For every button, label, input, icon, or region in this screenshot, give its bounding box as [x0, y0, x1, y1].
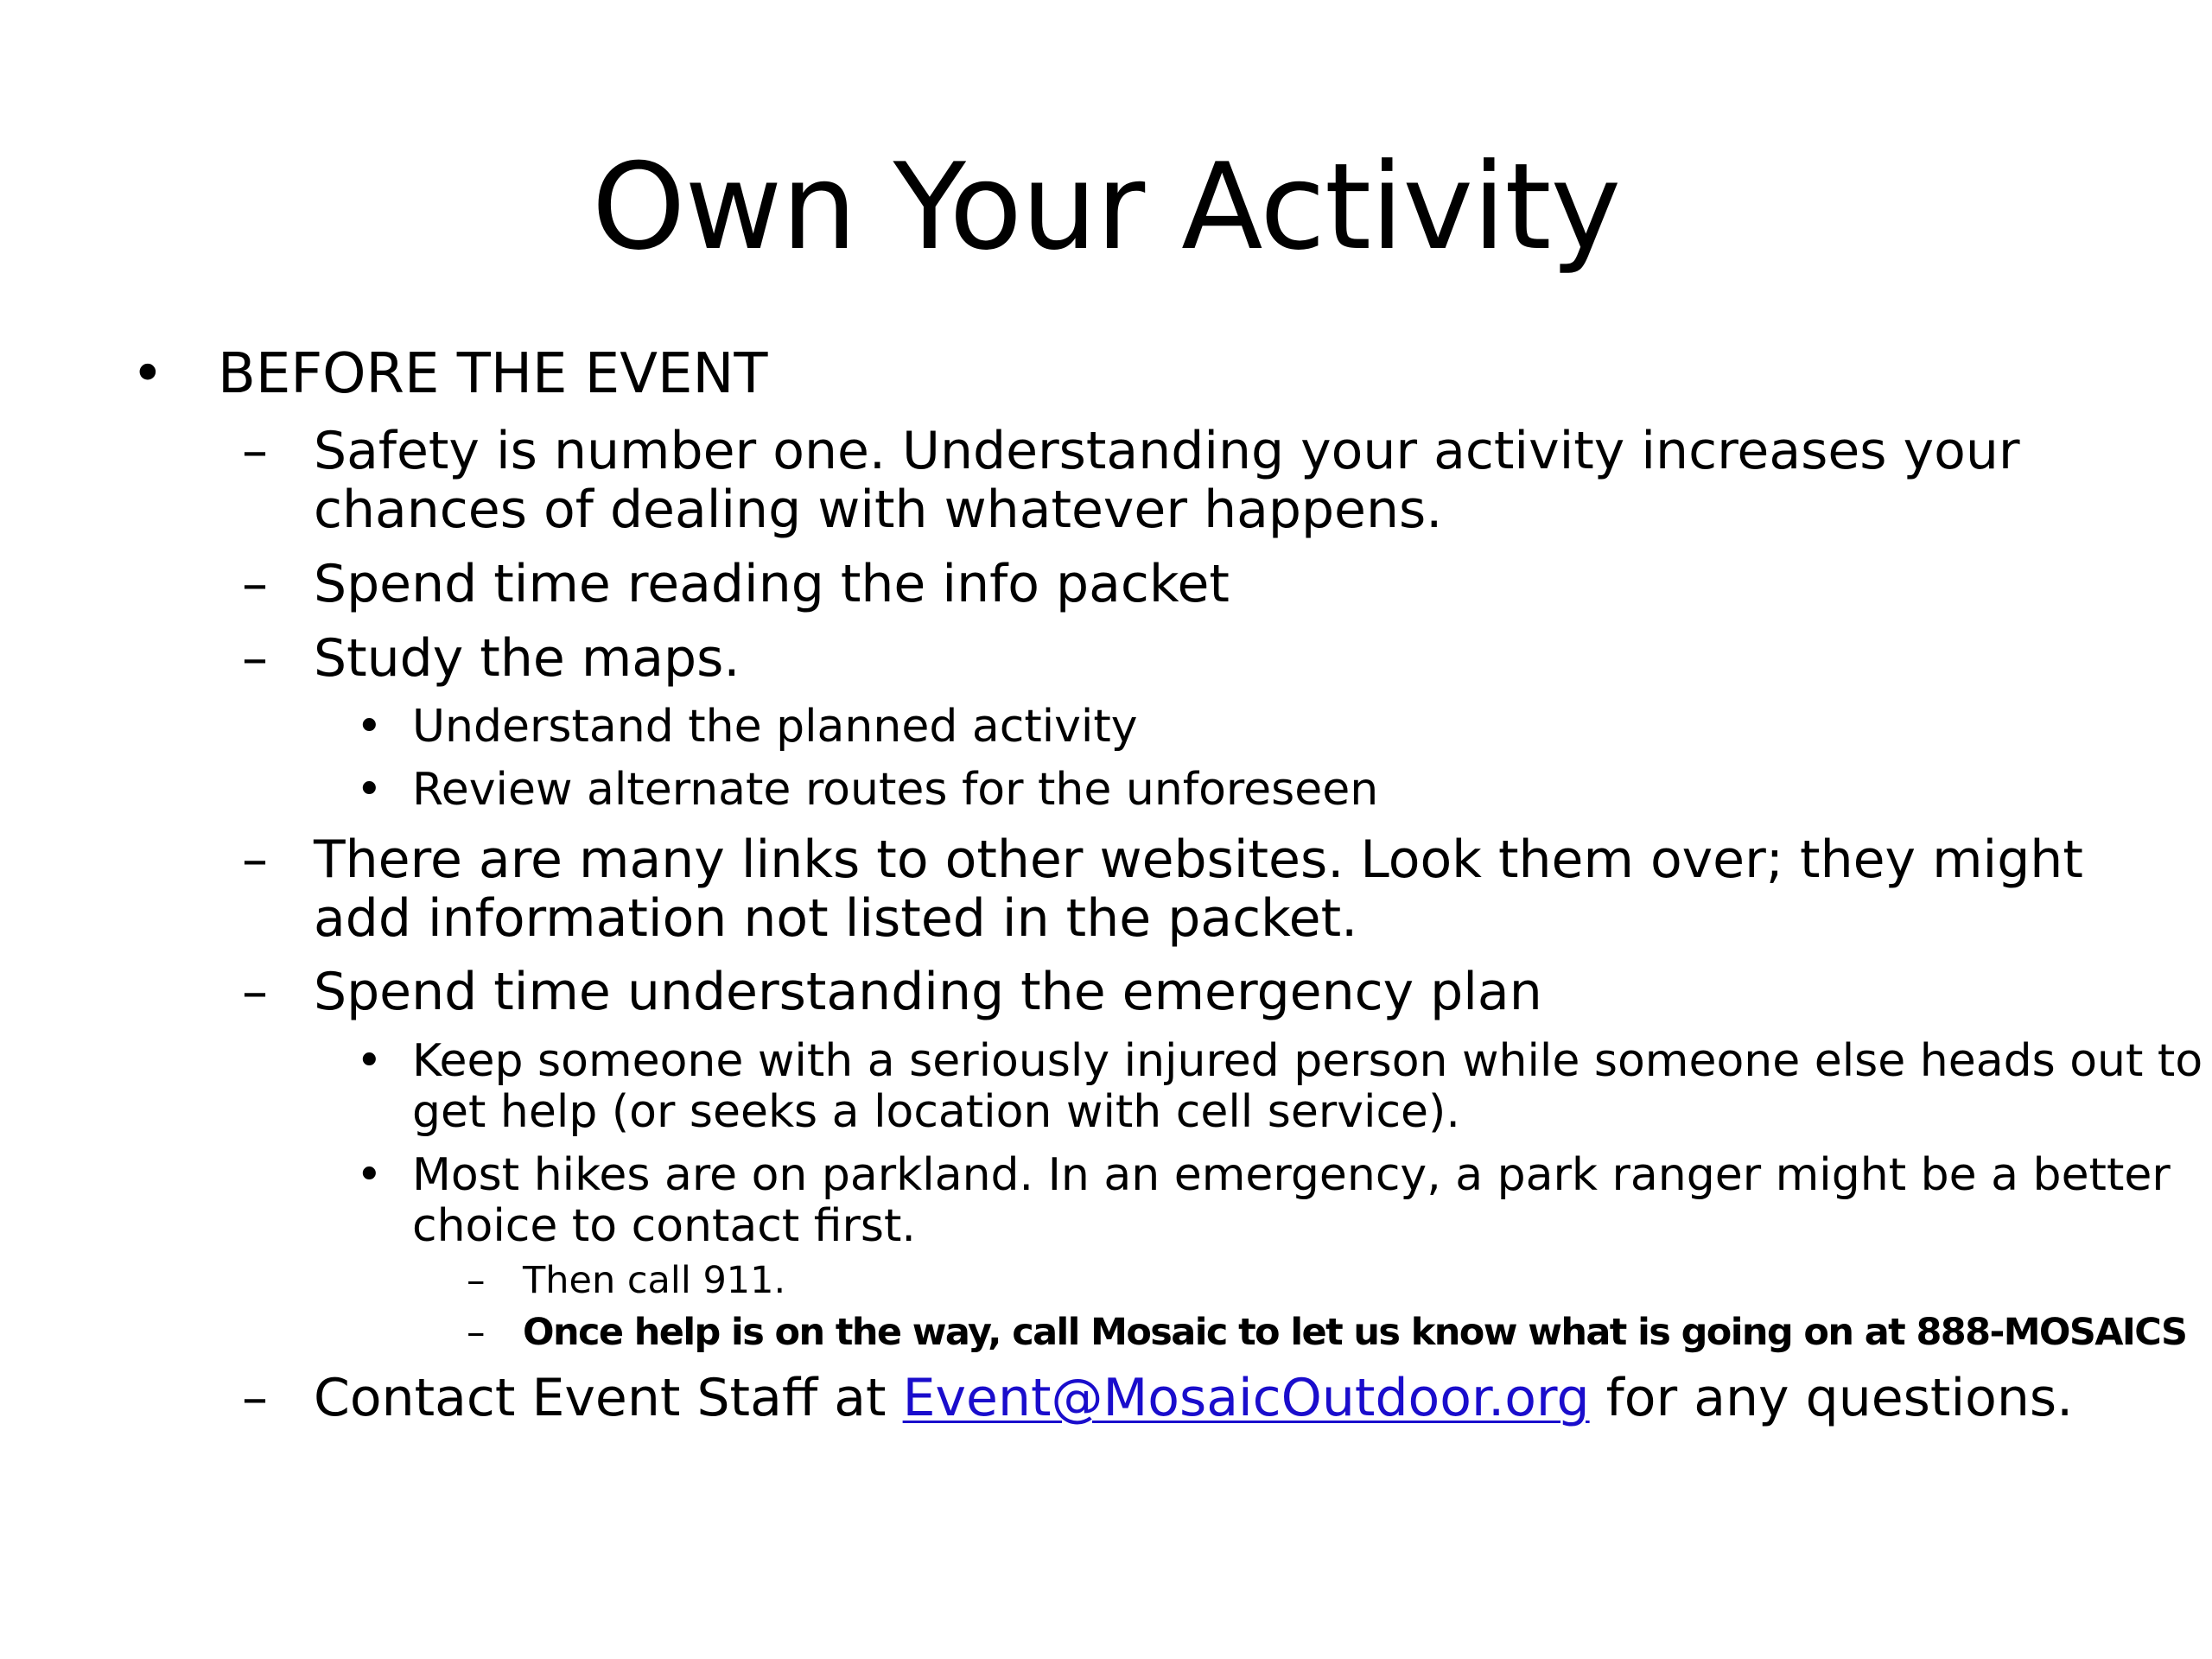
sub-item-text: get help (or seeks a location with cell service). — [412, 1086, 1460, 1138]
dash-marker: – — [242, 421, 268, 481]
sub-item-text: choice to contact first. — [412, 1200, 916, 1252]
list-item-text: Safety is number one. Understanding your activity increases your — [314, 421, 2020, 481]
contact-prefix: Contact Event Staff at — [314, 1368, 903, 1428]
dash-marker: – — [467, 1259, 486, 1302]
bullet-marker: • — [356, 1035, 383, 1087]
email-link[interactable]: Event@MosaicOutdoor.org — [902, 1368, 1590, 1428]
dash-marker: – — [242, 830, 268, 890]
dash-marker: – — [242, 1368, 268, 1428]
list-item-text: add information not listed in the packet. — [314, 888, 1358, 949]
list-item-text: There are many links to other websites. Look them over; they might — [314, 830, 2083, 890]
dash-marker: – — [242, 628, 268, 689]
list-item-text: chances of dealing with whatever happens. — [314, 480, 1443, 540]
sub-sub-item-text: Then call 911. — [523, 1259, 786, 1302]
sub-item-text: Review alternate routes for the unforeseen — [412, 764, 1379, 816]
slide-title: Own Your Activity — [591, 137, 1621, 276]
contact-line — [314, 1368, 2073, 1428]
dash-marker: – — [242, 554, 268, 614]
bullet-marker: • — [356, 701, 383, 753]
list-item-text: Spend time understanding the emergency plan — [314, 962, 1542, 1022]
dash-marker: – — [467, 1311, 486, 1354]
bullet-marker: • — [131, 342, 164, 406]
bullet-marker: • — [356, 1149, 383, 1201]
sub-sub-item-text: Once help is on the way, call Mosaic to let us know what is going on at 888-MOSAICS — [523, 1311, 2187, 1354]
sub-item-text: Most hikes are on parkland. In an emergency, a park ranger might be a better — [412, 1149, 2171, 1201]
section-heading: BEFORE THE EVENT — [218, 342, 768, 406]
dash-marker: – — [242, 962, 268, 1022]
sub-item-text: Understand the planned activity — [412, 701, 1138, 753]
list-item-text: Spend time reading the info packet — [314, 554, 1230, 614]
bullet-marker: • — [356, 764, 383, 816]
list-item-text: Study the maps. — [314, 628, 741, 689]
contact-suffix: for any questions. — [1589, 1368, 2074, 1428]
sub-item-text: Keep someone with a seriously injured person while someone else heads out to — [412, 1035, 2203, 1087]
